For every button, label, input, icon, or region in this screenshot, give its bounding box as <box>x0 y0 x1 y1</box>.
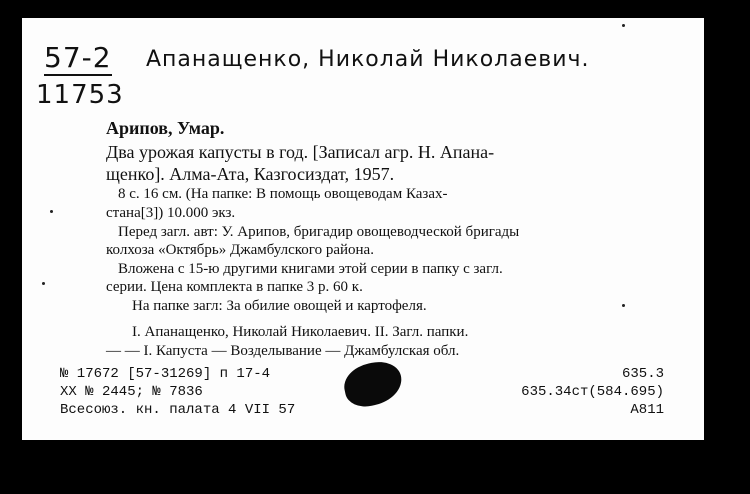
entry-note-1-line-2: колхоза «Октябрь» Джамбулского района. <box>106 242 374 258</box>
ink-speck <box>622 24 625 27</box>
handwritten-author: Апанащенко, Николай Николаевич. <box>146 47 590 72</box>
entry-note-2-line-1: Вложена с 15-ю другими книгами этой серии в папку с загл. <box>118 261 503 277</box>
entry-note-3: На папке загл: За обилие овощей и картофеля. <box>132 298 427 314</box>
shelf-mark: 57-2 <box>44 41 112 74</box>
tracing-line-1: I. Апанащенко, Николай Николаевич. II. Загл. папки. <box>132 324 469 340</box>
footer-right-line-3: А811 <box>630 402 664 418</box>
catalog-card <box>22 18 704 440</box>
footer-left-line-2: XX № 2445; № 7836 <box>60 384 203 400</box>
entry-physical-line-2: стана[3]) 10.000 экз. <box>106 205 236 221</box>
ink-speck <box>622 304 625 307</box>
footer-right-line-1: 635.3 <box>621 366 664 382</box>
ink-speck <box>42 282 45 285</box>
footer-right-line-2: 635.34ст(584.695) <box>521 384 664 400</box>
ink-speck <box>50 210 53 213</box>
ink-blot <box>340 357 405 410</box>
entry-physical-line-1: 8 с. 16 см. (На папке: В помощь овощеводам Казах- <box>118 186 448 202</box>
accession-number: 11753 <box>36 80 124 110</box>
tracing-line-2: — — I. Капуста — Возделывание — Джамбулская обл. <box>106 343 460 359</box>
entry-author: Арипов, Умар. <box>106 118 225 138</box>
footer-left-line-3: Всесоюз. кн. палата 4 VII 57 <box>60 402 296 418</box>
entry-note-1-line-1: Перед загл. авт: У. Арипов, бригадир овощеводческой бригады <box>118 224 520 240</box>
entry-title-line-2: щенко]. Алма-Ата, Казгосиздат, 1957. <box>106 164 395 184</box>
entry-note-2-line-2: серии. Цена комплекта в папке 3 р. 60 к. <box>106 279 363 295</box>
entry-title-line-1: Два урожая капусты в год. [Записал агр. Н. Апана- <box>106 142 495 162</box>
footer-left-line-1: № 17672 [57-31269] п 17-4 <box>60 366 271 382</box>
